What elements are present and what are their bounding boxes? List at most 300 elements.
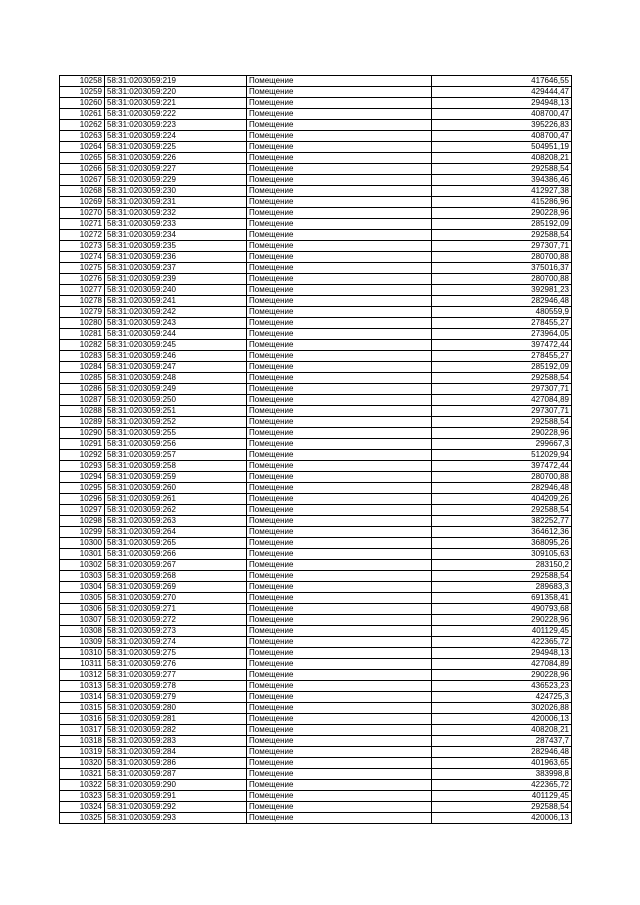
table-row [60, 120, 572, 131]
row-number-cell: 10281 [60, 329, 105, 340]
object-type-cell: Помещение [247, 417, 432, 428]
object-type-cell: Помещение [247, 197, 432, 208]
cadastral-number-cell: 58:31:0203059:287 [105, 769, 247, 780]
table-row [60, 637, 572, 648]
value-cell: 401129,45 [432, 626, 572, 637]
value-cell: 285192,09 [432, 362, 572, 373]
value-cell: 392981,23 [432, 285, 572, 296]
object-type-cell: Помещение [247, 780, 432, 791]
value-cell: 422365,72 [432, 780, 572, 791]
table-row [60, 219, 572, 230]
value-cell: 394386,46 [432, 175, 572, 186]
table-row [60, 472, 572, 483]
table-row [60, 593, 572, 604]
value-cell: 283150,2 [432, 560, 572, 571]
table-row [60, 428, 572, 439]
value-cell: 297307,71 [432, 241, 572, 252]
row-number-cell: 10309 [60, 637, 105, 648]
value-cell: 292588,54 [432, 571, 572, 582]
object-type-cell: Помещение [247, 76, 432, 87]
value-cell: 302026,88 [432, 703, 572, 714]
cadastral-number-cell: 58:31:0203059:225 [105, 142, 247, 153]
cadastral-number-cell: 58:31:0203059:240 [105, 285, 247, 296]
table-row [60, 483, 572, 494]
row-number-cell: 10325 [60, 813, 105, 824]
object-type-cell: Помещение [247, 450, 432, 461]
table-row [60, 175, 572, 186]
row-number-cell: 10310 [60, 648, 105, 659]
value-cell: 292588,54 [432, 164, 572, 175]
row-number-cell: 10268 [60, 186, 105, 197]
value-cell: 512029,94 [432, 450, 572, 461]
row-number-cell: 10261 [60, 109, 105, 120]
object-type-cell: Помещение [247, 175, 432, 186]
object-type-cell: Помещение [247, 725, 432, 736]
object-type-cell: Помещение [247, 241, 432, 252]
row-number-cell: 10289 [60, 417, 105, 428]
value-cell: 292588,54 [432, 417, 572, 428]
table-row [60, 747, 572, 758]
object-type-cell: Помещение [247, 285, 432, 296]
cadastral-number-cell: 58:31:0203059:282 [105, 725, 247, 736]
value-cell: 375016,37 [432, 263, 572, 274]
value-cell: 427084,89 [432, 395, 572, 406]
table-row [60, 241, 572, 252]
cadastral-number-cell: 58:31:0203059:231 [105, 197, 247, 208]
table-row [60, 153, 572, 164]
cadastral-number-cell: 58:31:0203059:284 [105, 747, 247, 758]
row-number-cell: 10285 [60, 373, 105, 384]
object-type-cell: Помещение [247, 120, 432, 131]
table-row [60, 604, 572, 615]
row-number-cell: 10318 [60, 736, 105, 747]
table-row [60, 384, 572, 395]
value-cell: 289683,3 [432, 582, 572, 593]
cadastral-number-cell: 58:31:0203059:236 [105, 252, 247, 263]
cadastral-number-cell: 58:31:0203059:242 [105, 307, 247, 318]
object-type-cell: Помещение [247, 483, 432, 494]
object-type-cell: Помещение [247, 362, 432, 373]
cadastral-value-table [59, 75, 572, 824]
table-row [60, 736, 572, 747]
object-type-cell: Помещение [247, 98, 432, 109]
cadastral-number-cell: 58:31:0203059:273 [105, 626, 247, 637]
cadastral-number-cell: 58:31:0203059:278 [105, 681, 247, 692]
table-row [60, 714, 572, 725]
table-row [60, 76, 572, 87]
value-cell: 408208,21 [432, 725, 572, 736]
object-type-cell: Помещение [247, 560, 432, 571]
table-row [60, 615, 572, 626]
cadastral-number-cell: 58:31:0203059:293 [105, 813, 247, 824]
row-number-cell: 10267 [60, 175, 105, 186]
cadastral-number-cell: 58:31:0203059:259 [105, 472, 247, 483]
cadastral-number-cell: 58:31:0203059:232 [105, 208, 247, 219]
table-row [60, 131, 572, 142]
value-cell: 408208,21 [432, 153, 572, 164]
row-number-cell: 10290 [60, 428, 105, 439]
table-row [60, 461, 572, 472]
row-number-cell: 10269 [60, 197, 105, 208]
object-type-cell: Помещение [247, 714, 432, 725]
cadastral-number-cell: 58:31:0203059:229 [105, 175, 247, 186]
object-type-cell: Помещение [247, 659, 432, 670]
table-row [60, 142, 572, 153]
row-number-cell: 10315 [60, 703, 105, 714]
table-row [60, 307, 572, 318]
row-number-cell: 10291 [60, 439, 105, 450]
cadastral-number-cell: 58:31:0203059:230 [105, 186, 247, 197]
cadastral-number-cell: 58:31:0203059:252 [105, 417, 247, 428]
object-type-cell: Помещение [247, 769, 432, 780]
table-row [60, 406, 572, 417]
table-row [60, 692, 572, 703]
object-type-cell: Помещение [247, 384, 432, 395]
value-cell: 280700,88 [432, 252, 572, 263]
row-number-cell: 10294 [60, 472, 105, 483]
object-type-cell: Помещение [247, 307, 432, 318]
cadastral-number-cell: 58:31:0203059:272 [105, 615, 247, 626]
object-type-cell: Помещение [247, 406, 432, 417]
object-type-cell: Помещение [247, 758, 432, 769]
value-cell: 480559,9 [432, 307, 572, 318]
row-number-cell: 10278 [60, 296, 105, 307]
cadastral-number-cell: 58:31:0203059:277 [105, 670, 247, 681]
cadastral-number-cell: 58:31:0203059:245 [105, 340, 247, 351]
cadastral-number-cell: 58:31:0203059:257 [105, 450, 247, 461]
object-type-cell: Помещение [247, 109, 432, 120]
cadastral-number-cell: 58:31:0203059:247 [105, 362, 247, 373]
row-number-cell: 10264 [60, 142, 105, 153]
object-type-cell: Помещение [247, 648, 432, 659]
cadastral-number-cell: 58:31:0203059:250 [105, 395, 247, 406]
value-cell: 280700,88 [432, 274, 572, 285]
table-row [60, 351, 572, 362]
cadastral-number-cell: 58:31:0203059:241 [105, 296, 247, 307]
cadastral-number-cell: 58:31:0203059:227 [105, 164, 247, 175]
value-cell: 282946,48 [432, 483, 572, 494]
row-number-cell: 10300 [60, 538, 105, 549]
table-row [60, 186, 572, 197]
table-row [60, 791, 572, 802]
table-row [60, 285, 572, 296]
value-cell: 490793,68 [432, 604, 572, 615]
object-type-cell: Помещение [247, 494, 432, 505]
value-cell: 292588,54 [432, 230, 572, 241]
table-row [60, 758, 572, 769]
cadastral-number-cell: 58:31:0203059:271 [105, 604, 247, 615]
cadastral-number-cell: 58:31:0203059:239 [105, 274, 247, 285]
row-number-cell: 10323 [60, 791, 105, 802]
object-type-cell: Помещение [247, 813, 432, 824]
table-row [60, 263, 572, 274]
row-number-cell: 10270 [60, 208, 105, 219]
value-cell: 297307,71 [432, 406, 572, 417]
cadastral-number-cell: 58:31:0203059:258 [105, 461, 247, 472]
value-cell: 290228,96 [432, 670, 572, 681]
value-cell: 404209,26 [432, 494, 572, 505]
table-row [60, 109, 572, 120]
value-cell: 278455,27 [432, 351, 572, 362]
row-number-cell: 10288 [60, 406, 105, 417]
cadastral-number-cell: 58:31:0203059:286 [105, 758, 247, 769]
value-cell: 287437,7 [432, 736, 572, 747]
cadastral-number-cell: 58:31:0203059:263 [105, 516, 247, 527]
row-number-cell: 10272 [60, 230, 105, 241]
object-type-cell: Помещение [247, 274, 432, 285]
value-cell: 436523,23 [432, 681, 572, 692]
row-number-cell: 10296 [60, 494, 105, 505]
row-number-cell: 10266 [60, 164, 105, 175]
table-row [60, 681, 572, 692]
object-type-cell: Помещение [247, 505, 432, 516]
cadastral-number-cell: 58:31:0203059:269 [105, 582, 247, 593]
value-cell: 395226,83 [432, 120, 572, 131]
value-cell: 290228,96 [432, 428, 572, 439]
object-type-cell: Помещение [247, 791, 432, 802]
cadastral-number-cell: 58:31:0203059:221 [105, 98, 247, 109]
row-number-cell: 10279 [60, 307, 105, 318]
value-cell: 292588,54 [432, 505, 572, 516]
object-type-cell: Помещение [247, 549, 432, 560]
value-cell: 368095,26 [432, 538, 572, 549]
value-cell: 397472,44 [432, 340, 572, 351]
cadastral-number-cell: 58:31:0203059:275 [105, 648, 247, 659]
table-row [60, 725, 572, 736]
object-type-cell: Помещение [247, 736, 432, 747]
table-row [60, 703, 572, 714]
table-row [60, 197, 572, 208]
cadastral-number-cell: 58:31:0203059:246 [105, 351, 247, 362]
row-number-cell: 10314 [60, 692, 105, 703]
value-cell: 278455,27 [432, 318, 572, 329]
cadastral-number-cell: 58:31:0203059:283 [105, 736, 247, 747]
value-cell: 401129,45 [432, 791, 572, 802]
object-type-cell: Помещение [247, 439, 432, 450]
table-row [60, 340, 572, 351]
table-row [60, 769, 572, 780]
object-type-cell: Помещение [247, 428, 432, 439]
table-row [60, 329, 572, 340]
value-cell: 382252,77 [432, 516, 572, 527]
cadastral-number-cell: 58:31:0203059:244 [105, 329, 247, 340]
cadastral-number-cell: 58:31:0203059:268 [105, 571, 247, 582]
cadastral-number-cell: 58:31:0203059:255 [105, 428, 247, 439]
cadastral-number-cell: 58:31:0203059:256 [105, 439, 247, 450]
table-row [60, 318, 572, 329]
object-type-cell: Помещение [247, 263, 432, 274]
value-cell: 429444,47 [432, 87, 572, 98]
value-cell: 417646,55 [432, 76, 572, 87]
table-row [60, 626, 572, 637]
row-number-cell: 10280 [60, 318, 105, 329]
row-number-cell: 10282 [60, 340, 105, 351]
value-cell: 408700,47 [432, 109, 572, 120]
value-cell: 420006,13 [432, 813, 572, 824]
object-type-cell: Помещение [247, 604, 432, 615]
table-row [60, 252, 572, 263]
row-number-cell: 10317 [60, 725, 105, 736]
row-number-cell: 10316 [60, 714, 105, 725]
object-type-cell: Помещение [247, 340, 432, 351]
cadastral-number-cell: 58:31:0203059:290 [105, 780, 247, 791]
row-number-cell: 10304 [60, 582, 105, 593]
table-row [60, 549, 572, 560]
row-number-cell: 10271 [60, 219, 105, 230]
cadastral-number-cell: 58:31:0203059:226 [105, 153, 247, 164]
cadastral-number-cell: 58:31:0203059:222 [105, 109, 247, 120]
object-type-cell: Помещение [247, 219, 432, 230]
table-row [60, 802, 572, 813]
cadastral-number-cell: 58:31:0203059:281 [105, 714, 247, 725]
table-row [60, 582, 572, 593]
table-row [60, 538, 572, 549]
row-number-cell: 10265 [60, 153, 105, 164]
row-number-cell: 10273 [60, 241, 105, 252]
cadastral-number-cell: 58:31:0203059:267 [105, 560, 247, 571]
row-number-cell: 10308 [60, 626, 105, 637]
table-row [60, 648, 572, 659]
value-cell: 273964,05 [432, 329, 572, 340]
table-row [60, 98, 572, 109]
value-cell: 401963,65 [432, 758, 572, 769]
value-cell: 420006,13 [432, 714, 572, 725]
value-cell: 282946,48 [432, 296, 572, 307]
cadastral-number-cell: 58:31:0203059:224 [105, 131, 247, 142]
row-number-cell: 10274 [60, 252, 105, 263]
cadastral-number-cell: 58:31:0203059:276 [105, 659, 247, 670]
cadastral-number-cell: 58:31:0203059:261 [105, 494, 247, 505]
cadastral-number-cell: 58:31:0203059:237 [105, 263, 247, 274]
cadastral-number-cell: 58:31:0203059:280 [105, 703, 247, 714]
table-row [60, 230, 572, 241]
value-cell: 282946,48 [432, 747, 572, 758]
value-cell: 294948,13 [432, 98, 572, 109]
table-row [60, 450, 572, 461]
object-type-cell: Помещение [247, 373, 432, 384]
row-number-cell: 10277 [60, 285, 105, 296]
value-cell: 309105,63 [432, 549, 572, 560]
cadastral-number-cell: 58:31:0203059:248 [105, 373, 247, 384]
value-cell: 292588,54 [432, 802, 572, 813]
row-number-cell: 10260 [60, 98, 105, 109]
value-cell: 412927,38 [432, 186, 572, 197]
value-cell: 422365,72 [432, 637, 572, 648]
value-cell: 415286,96 [432, 197, 572, 208]
row-number-cell: 10297 [60, 505, 105, 516]
object-type-cell: Помещение [247, 395, 432, 406]
table-row [60, 439, 572, 450]
table-row [60, 560, 572, 571]
cadastral-number-cell: 58:31:0203059:270 [105, 593, 247, 604]
cadastral-number-cell: 58:31:0203059:292 [105, 802, 247, 813]
table-row [60, 208, 572, 219]
row-number-cell: 10301 [60, 549, 105, 560]
object-type-cell: Помещение [247, 626, 432, 637]
object-type-cell: Помещение [247, 747, 432, 758]
row-number-cell: 10283 [60, 351, 105, 362]
table-row [60, 813, 572, 824]
table-row [60, 164, 572, 175]
value-cell: 427084,89 [432, 659, 572, 670]
table-row [60, 362, 572, 373]
value-cell: 424725,3 [432, 692, 572, 703]
object-type-cell: Помещение [247, 670, 432, 681]
object-type-cell: Помещение [247, 131, 432, 142]
cadastral-number-cell: 58:31:0203059:220 [105, 87, 247, 98]
row-number-cell: 10259 [60, 87, 105, 98]
object-type-cell: Помещение [247, 615, 432, 626]
row-number-cell: 10262 [60, 120, 105, 131]
cadastral-number-cell: 58:31:0203059:265 [105, 538, 247, 549]
table-row [60, 274, 572, 285]
table-row [60, 659, 572, 670]
cadastral-number-cell: 58:31:0203059:234 [105, 230, 247, 241]
row-number-cell: 10313 [60, 681, 105, 692]
cadastral-number-cell: 58:31:0203059:219 [105, 76, 247, 87]
row-number-cell: 10258 [60, 76, 105, 87]
table-body [60, 76, 572, 824]
table-row [60, 373, 572, 384]
table-row [60, 516, 572, 527]
cadastral-number-cell: 58:31:0203059:223 [105, 120, 247, 131]
row-number-cell: 10276 [60, 274, 105, 285]
row-number-cell: 10293 [60, 461, 105, 472]
row-number-cell: 10322 [60, 780, 105, 791]
object-type-cell: Помещение [247, 472, 432, 483]
object-type-cell: Помещение [247, 703, 432, 714]
row-number-cell: 10295 [60, 483, 105, 494]
object-type-cell: Помещение [247, 351, 432, 362]
value-cell: 294948,13 [432, 648, 572, 659]
object-type-cell: Помещение [247, 681, 432, 692]
object-type-cell: Помещение [247, 593, 432, 604]
object-type-cell: Помещение [247, 252, 432, 263]
cadastral-number-cell: 58:31:0203059:291 [105, 791, 247, 802]
row-number-cell: 10307 [60, 615, 105, 626]
object-type-cell: Помещение [247, 142, 432, 153]
row-number-cell: 10298 [60, 516, 105, 527]
table-row [60, 780, 572, 791]
table-row [60, 395, 572, 406]
object-type-cell: Помещение [247, 208, 432, 219]
object-type-cell: Помещение [247, 186, 432, 197]
object-type-cell: Помещение [247, 230, 432, 241]
table-row [60, 527, 572, 538]
object-type-cell: Помещение [247, 692, 432, 703]
value-cell: 691358,41 [432, 593, 572, 604]
table-row [60, 670, 572, 681]
object-type-cell: Помещение [247, 637, 432, 648]
row-number-cell: 10275 [60, 263, 105, 274]
row-number-cell: 10305 [60, 593, 105, 604]
cadastral-number-cell: 58:31:0203059:243 [105, 318, 247, 329]
row-number-cell: 10286 [60, 384, 105, 395]
row-number-cell: 10263 [60, 131, 105, 142]
row-number-cell: 10321 [60, 769, 105, 780]
cadastral-number-cell: 58:31:0203059:279 [105, 692, 247, 703]
cadastral-number-cell: 58:31:0203059:251 [105, 406, 247, 417]
table-row [60, 417, 572, 428]
row-number-cell: 10312 [60, 670, 105, 681]
value-cell: 290228,96 [432, 208, 572, 219]
row-number-cell: 10292 [60, 450, 105, 461]
row-number-cell: 10303 [60, 571, 105, 582]
object-type-cell: Помещение [247, 318, 432, 329]
object-type-cell: Помещение [247, 153, 432, 164]
table-row [60, 571, 572, 582]
value-cell: 297307,71 [432, 384, 572, 395]
